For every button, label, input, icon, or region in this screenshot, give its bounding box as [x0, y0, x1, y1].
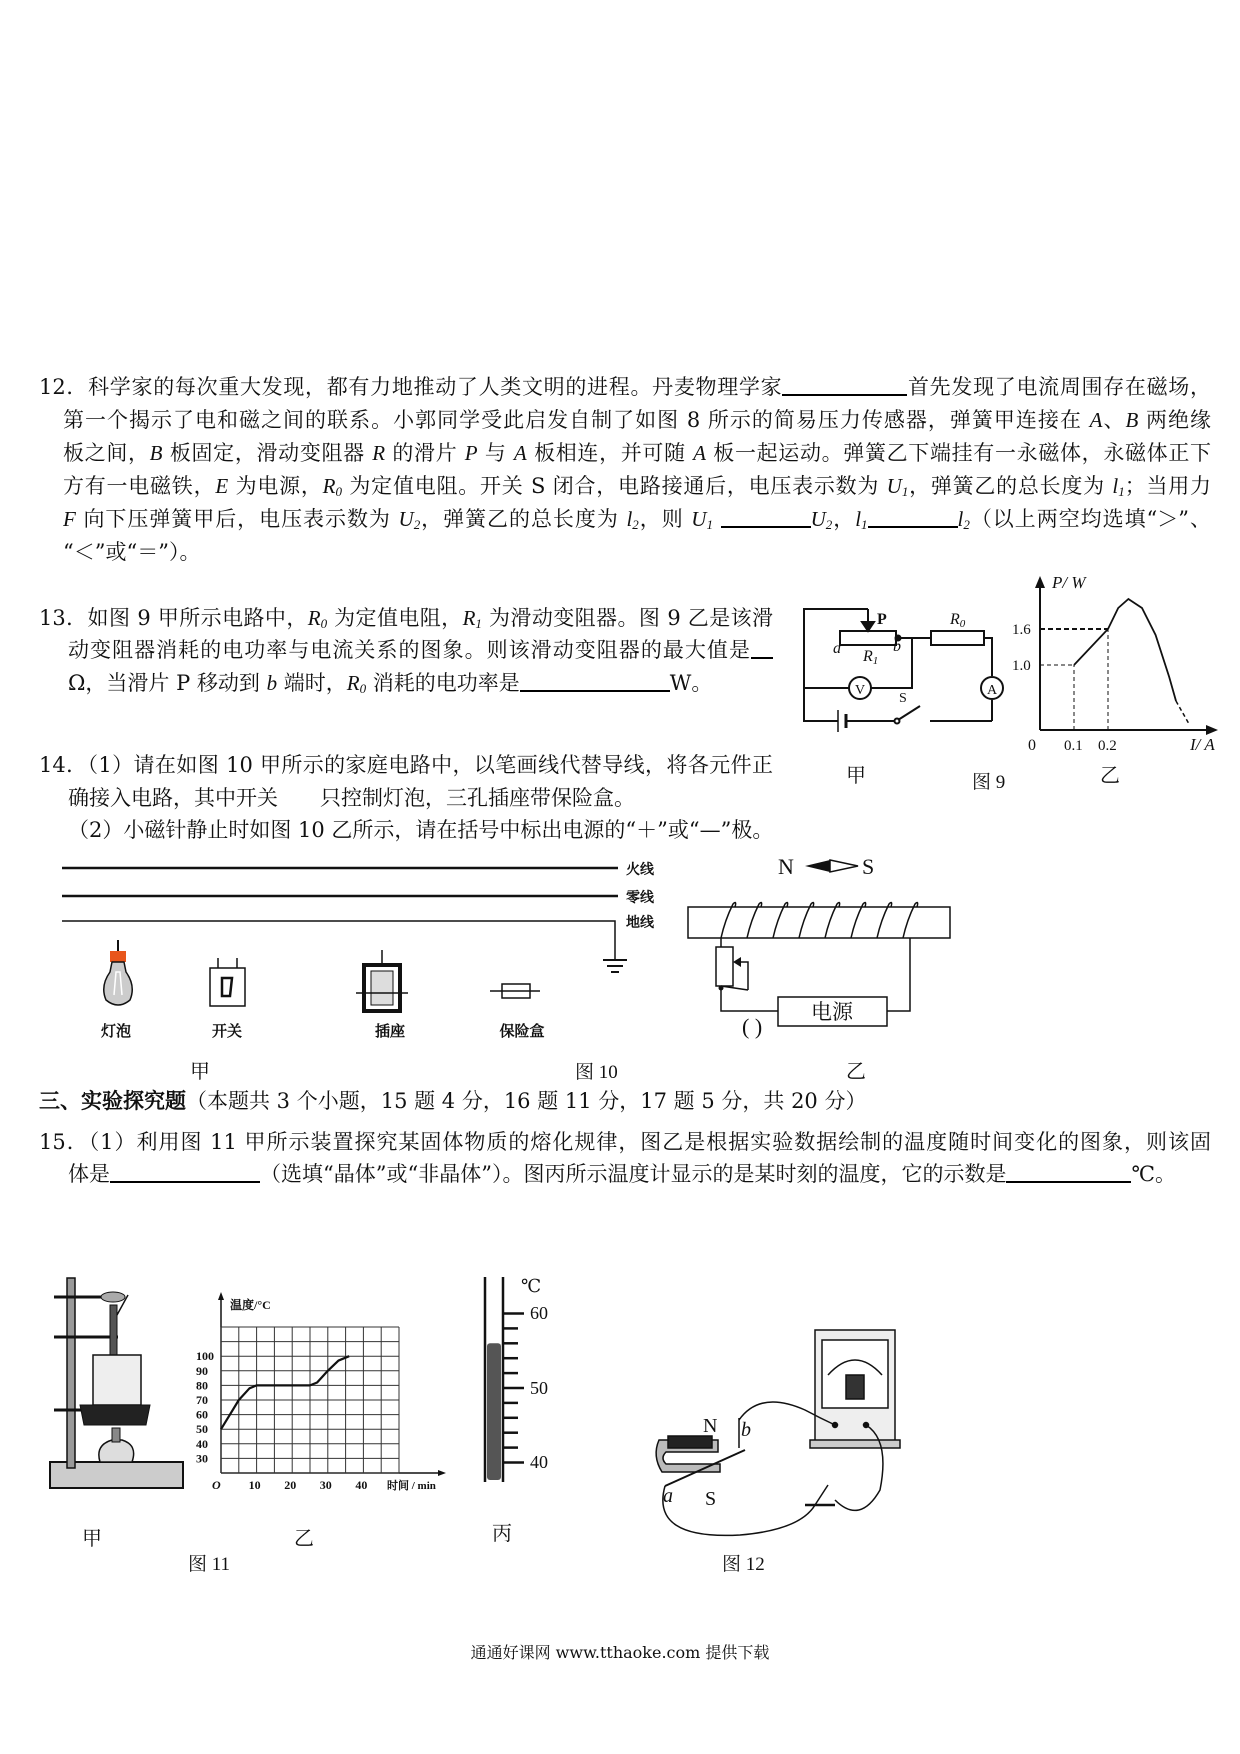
socket-label: 插座 — [374, 1024, 406, 1040]
text-run: W。 — [669, 671, 713, 695]
text-run: 14．（1）请在如图 10 甲所示的家庭电路中，以笔画线代替导线，将各元件正 — [39, 753, 773, 777]
text-run: 动变阻器消耗的电功率与电流关系的图象。则该滑动变阻器的最大值是 — [68, 638, 751, 662]
x-axis-label: I/ A — [1190, 735, 1215, 754]
text-run: 第一个揭示了电和磁之间的联系。小郭同学受此启发自制了如图 8 所示的简易压力传感器，弹簧甲连接在 — [63, 408, 1090, 432]
y-axis-arrow-icon — [218, 1292, 224, 1300]
compass-needle-icon — [805, 860, 858, 872]
text-run: 板固定，滑动变阻器 — [162, 441, 373, 465]
x-axis-arrow-icon — [1206, 725, 1218, 735]
switch-s-label: S — [899, 691, 907, 706]
slider-p-label: P — [877, 611, 887, 628]
needle-n-label: N — [778, 854, 794, 879]
y-tick-label: 80 — [196, 1378, 208, 1393]
fig12-b-label: b — [741, 1419, 751, 1441]
variable: $U_1$ — [886, 474, 909, 499]
text-run: Ω，当滑片 P 移动到 — [68, 671, 267, 695]
bulb-label: 灯泡 — [100, 1024, 132, 1040]
y-axis-arrow-icon — [1035, 576, 1045, 588]
text-run: ℃。 — [1131, 1162, 1176, 1186]
end-a-label: a — [833, 640, 841, 657]
y-tick-label: 70 — [196, 1393, 208, 1407]
y-tick-label: 100 — [196, 1349, 214, 1364]
text-run: 15．（1）利用图 11 甲所示装置探究某固体物质的熔化规律，图乙是根据实验数据绘制的温度随时间变化的图象，则该固 — [39, 1130, 1211, 1154]
variable: b — [266, 671, 278, 695]
text-run: 12．科学家的每次重大发现，都有力地推动了人类文明的进程。丹麦物理学家 — [39, 375, 783, 399]
variable: F — [63, 507, 76, 531]
variable: $l_1$ — [855, 507, 868, 532]
fig12-s-label: S — [705, 1488, 717, 1510]
x-tick-label: 0.2 — [1098, 738, 1117, 754]
variable: A — [513, 441, 527, 465]
section-note: （本题共 3 个小题，15 题 4 分，16 题 11 分，17 题 5 分，共 20 分） — [186, 1089, 867, 1113]
variable: A — [693, 441, 706, 465]
text-run: ；当用力 — [1124, 474, 1211, 498]
ground-wire — [62, 921, 615, 960]
ground-wire-label: 地线 — [626, 916, 654, 931]
variable: $l_1$ — [1112, 474, 1125, 499]
fig9-caption: 图 9 — [972, 772, 1006, 793]
fig11-caption: 图 11 — [188, 1554, 231, 1575]
fig9-chart — [1012, 573, 1218, 754]
footer: 通通好课网 www.tthaoke.com 提供下载 — [470, 1643, 770, 1662]
fig9-label-yi: 乙 — [1100, 765, 1120, 787]
x-tick-label: 20 — [284, 1478, 297, 1492]
fig10-electromagnet — [688, 854, 950, 1083]
variable: B — [149, 441, 163, 465]
text-run: 13．如图 9 甲所示电路中， — [39, 606, 308, 630]
text-run: 板一起运动。弹簧乙下端挂有一永磁体，永磁体正下 — [705, 441, 1211, 465]
text-run: 为定值电阻。开关 S 闭合，电路接通后，电压表示数为 — [341, 474, 887, 498]
variable: $R_0$ — [346, 671, 367, 696]
r1-label: R1 — [863, 648, 879, 667]
variable: B — [1125, 408, 1139, 432]
thermometer-label-40: 40 — [530, 1452, 548, 1472]
variable: A — [1089, 408, 1103, 432]
variable: $U_2$ — [810, 507, 833, 532]
text-run: ，则 — [638, 507, 692, 531]
y-tick-label: 40 — [196, 1436, 208, 1451]
fig12-a-label: a — [663, 1485, 673, 1507]
fig11-temperature-chart — [196, 1292, 446, 1492]
text-run: “＜”或“＝”）。 — [63, 540, 201, 564]
fig11-label-bing: 丙 — [492, 1523, 512, 1545]
fig11-label-jia: 甲 — [82, 1528, 102, 1550]
fig11-heating-apparatus — [50, 1278, 183, 1488]
y-axis-label: 温度/°C — [230, 1298, 271, 1312]
thermometer — [485, 1276, 548, 1482]
switch-icon — [210, 958, 245, 1006]
text-run: 方有一电磁铁， — [63, 474, 216, 498]
fuse-box-label: 保险盒 — [499, 1024, 545, 1040]
fuse-box-icon — [490, 984, 540, 998]
text-run: 与 — [477, 441, 514, 465]
fig9-label-jia: 甲 — [846, 765, 866, 787]
text-run: 的滑片 — [385, 441, 465, 465]
text-run: ，弹簧乙的总长度为 — [908, 474, 1113, 498]
text-run: 向下压弹簧甲后，电压表示数为 — [75, 507, 399, 531]
fig10-label-jia: 甲 — [190, 1061, 210, 1083]
text-run: ，弹簧乙的总长度为 — [420, 507, 627, 531]
ammeter-icon: A — [986, 683, 998, 698]
variable: $R_0$ — [307, 606, 328, 631]
text-run: 为定值电阻， — [327, 606, 463, 630]
text-run: 板之间， — [63, 441, 150, 465]
rheostat-icon — [716, 947, 733, 986]
power-source-label: 电源 — [811, 1000, 853, 1024]
section-title: 三、实验探究题 — [39, 1088, 186, 1113]
variable: $R_1$ — [462, 606, 482, 631]
fig10-household-circuit — [62, 861, 655, 1083]
temperature-curve — [221, 1356, 349, 1429]
text-run: 板相连，并可随 — [526, 441, 694, 465]
origin-label: O — [212, 1478, 221, 1492]
thermometer-label-60: 60 — [530, 1303, 548, 1323]
polarity-bracket[interactable]: ( ) — [742, 1014, 763, 1039]
end-b-label: b — [893, 638, 901, 655]
x-axis-label: 时间 / min — [387, 1480, 436, 1492]
thermometer-liquid — [487, 1343, 501, 1480]
x-tick-label: 10 — [248, 1478, 261, 1492]
variable: $l_2$ — [957, 507, 970, 532]
power-curve-extension — [1176, 701, 1190, 725]
text-run: 消耗的电功率是 — [366, 671, 520, 695]
text-run: （2）小磁针静止时如图 10 乙所示，请在括号中标出电源的“＋”或“—”极。 — [68, 818, 774, 842]
variable: $U_2$ — [398, 507, 421, 532]
fig11-labels — [82, 1523, 512, 1575]
text-run: 为滑动变阻器。图 9 乙是该滑 — [481, 606, 773, 630]
variable: $U_1$ — [691, 507, 713, 532]
power-curve — [1074, 599, 1176, 701]
variable: P — [464, 441, 478, 465]
bulb-icon — [104, 940, 133, 1005]
r0-label: R0 — [950, 611, 966, 630]
fig10-label-yi: 乙 — [846, 1061, 866, 1083]
variable: $l_2$ — [626, 507, 639, 532]
fig11-label-yi: 乙 — [294, 1528, 314, 1550]
text-run: 体是 — [68, 1162, 110, 1186]
text-run: 端时， — [277, 671, 347, 695]
fig10-caption: 图 10 — [575, 1062, 618, 1083]
fig9-circuit — [804, 609, 1003, 732]
neutral-wire-label: 零线 — [626, 891, 654, 906]
y-tick-label: 90 — [196, 1363, 208, 1378]
ground-icon — [603, 960, 627, 972]
x-tick-label: 0.1 — [1064, 738, 1083, 754]
text-run: （以上两空均选填“＞”、 — [969, 507, 1211, 531]
text-run: 确接入电路，其中开关 只控制灯泡，三孔插座带保险盒。 — [68, 786, 635, 810]
fig12-induction-setup — [656, 1330, 900, 1575]
y-tick-label: 50 — [196, 1422, 208, 1437]
x-tick-label: 40 — [355, 1478, 368, 1492]
needle-s-label: S — [862, 854, 875, 879]
switch-label: 开关 — [211, 1024, 243, 1040]
thermometer-label-50: 50 — [530, 1378, 548, 1398]
text-run: （选填“晶体”或“非晶体”）。图丙所示温度计显示的是某时刻的温度，它的示数是 — [260, 1162, 1007, 1186]
variable: R — [372, 441, 386, 465]
thermometer-unit: ℃ — [521, 1276, 542, 1296]
origin-label: 0 — [1028, 737, 1036, 754]
text-run: 两绝缘 — [1138, 408, 1211, 432]
y-tick-label: 1.0 — [1012, 658, 1031, 674]
x-axis-arrow-icon — [438, 1470, 446, 1476]
voltmeter-icon: V — [854, 683, 866, 698]
text-run: 为电源， — [228, 474, 323, 498]
fig12-n-label: N — [703, 1415, 718, 1437]
y-tick-label: 1.6 — [1012, 622, 1031, 638]
x-tick-label: 30 — [319, 1478, 332, 1492]
live-wire-label: 火线 — [626, 863, 654, 878]
fig12-caption: 图 12 — [722, 1554, 765, 1575]
y-axis-label: P/ W — [1052, 573, 1086, 592]
y-tick-label: 60 — [196, 1407, 208, 1422]
text-run: 、 — [1102, 408, 1126, 432]
variable: E — [215, 474, 229, 498]
variable: $R_0$ — [322, 474, 342, 499]
text-run: 首先发现了电流周围存在磁场， — [907, 375, 1211, 399]
text-run: ， — [832, 507, 856, 531]
y-tick-label: 30 — [196, 1451, 208, 1466]
socket-icon — [356, 950, 408, 1011]
